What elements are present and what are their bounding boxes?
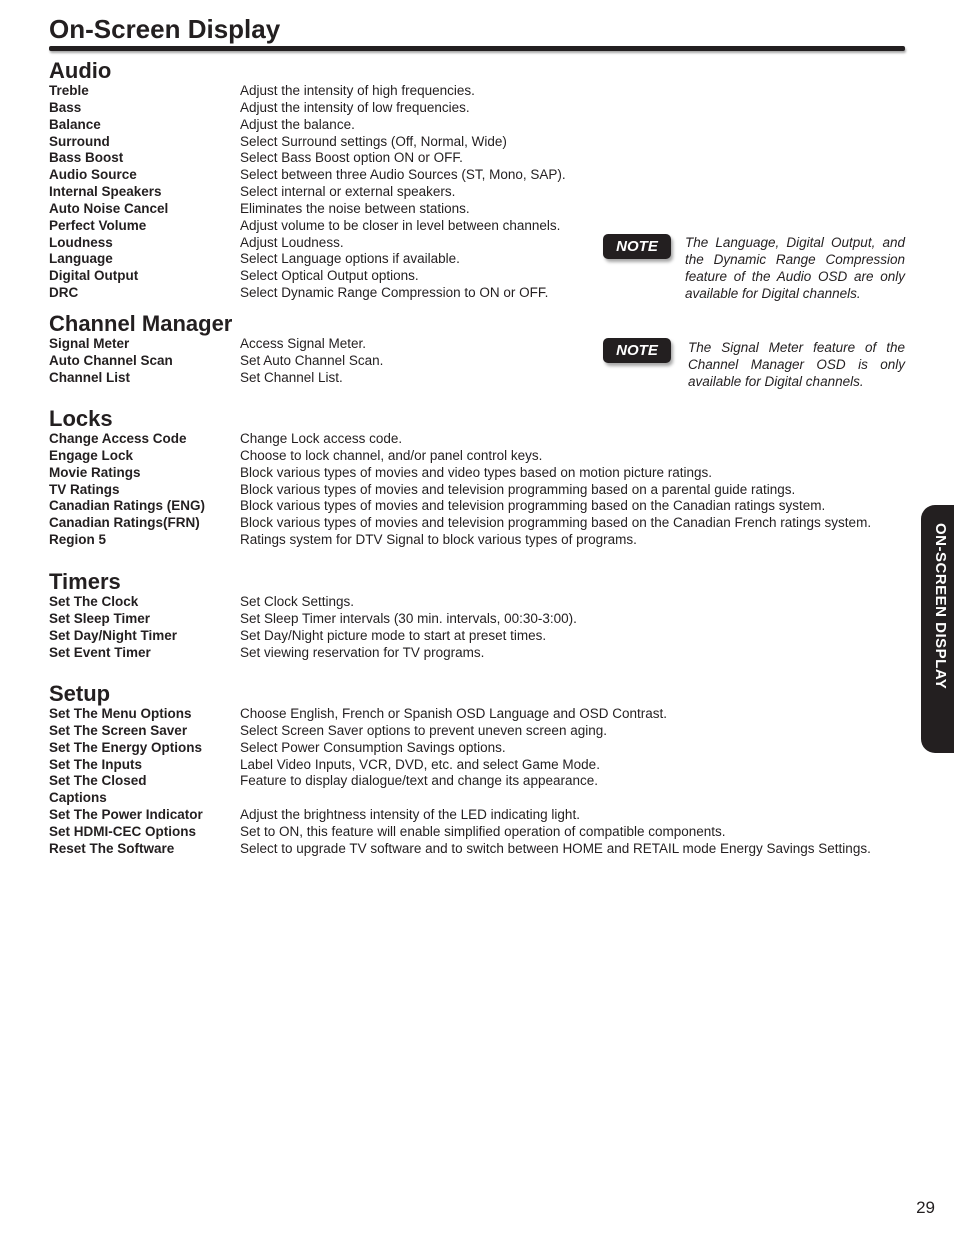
timers-list xyxy=(49,594,909,661)
list-item xyxy=(49,167,909,184)
item-term: Set The Inputs xyxy=(49,756,143,772)
note-text: The Language, Digital Output, and the Dynamic Range Compression feature of the Audio OSD are only available for Digital channels. xyxy=(685,235,905,301)
section-heading-locks: Locks xyxy=(49,406,113,431)
item-term: Balance xyxy=(49,116,101,132)
item-term: Set Event Timer xyxy=(49,644,151,660)
item-term: Canadian Ratings (ENG) xyxy=(49,498,206,514)
list-item xyxy=(49,117,909,134)
item-term: Change Access Code xyxy=(49,431,187,446)
item-term: Loudness xyxy=(49,234,113,250)
item-term: Channel List xyxy=(49,369,131,385)
item-term: TV Ratings xyxy=(49,481,120,497)
list-item xyxy=(49,184,909,201)
item-description: Adjust volume to be closer in level between channels. xyxy=(240,217,561,233)
item-description: Adjust the brightness intensity of the LED indicating light. xyxy=(240,807,580,823)
item-description: Block various types of movies and television programming based on a parental guide ratings. xyxy=(240,481,796,497)
list-item xyxy=(49,448,909,465)
item-term: Set The Energy Options xyxy=(49,739,203,755)
section-setup xyxy=(49,682,909,858)
item-description: Select Power Consumption Savings options. xyxy=(240,739,506,755)
item-description: Set viewing reservation for TV programs. xyxy=(240,644,485,660)
list-item xyxy=(49,706,909,723)
list-item xyxy=(49,740,909,757)
item-term: Set The Clock xyxy=(49,594,139,609)
item-description: Set Clock Settings. xyxy=(240,594,355,609)
item-term: Treble xyxy=(49,83,89,98)
item-term: Auto Channel Scan xyxy=(49,352,173,368)
list-item xyxy=(49,482,909,499)
item-description: Ratings system for DTV Signal to block various types of programs. xyxy=(240,532,637,548)
note-badge: NOTE xyxy=(603,338,671,363)
channel-manager-note xyxy=(603,338,905,390)
item-description: Select to upgrade TV software and to switch between HOME and RETAIL mode Energy Savings Settings. xyxy=(240,840,871,856)
item-description: Set Sleep Timer intervals (30 min. intervals, 00:30-3:00). xyxy=(240,610,577,626)
item-term: Signal Meter xyxy=(49,336,130,351)
item-term: Bass Boost xyxy=(49,150,124,166)
section-timers xyxy=(49,570,909,661)
list-item xyxy=(49,465,909,482)
list-item xyxy=(49,150,909,167)
list-item xyxy=(49,790,909,807)
item-description: Feature to display dialogue/text and change its appearance. xyxy=(240,773,598,789)
list-item xyxy=(49,611,909,628)
item-description: Select internal or external speakers. xyxy=(240,184,456,200)
list-item xyxy=(49,594,909,611)
item-term: Set The Closed xyxy=(49,773,147,789)
item-description: Choose to lock channel, and/or panel control keys. xyxy=(240,447,543,463)
section-heading-audio: Audio xyxy=(49,58,112,83)
list-item xyxy=(49,515,909,532)
item-term: Engage Lock xyxy=(49,447,134,463)
item-description: Change Lock access code. xyxy=(240,431,403,446)
item-term: Digital Output xyxy=(49,268,139,284)
item-description: Set Day/Night picture mode to start at preset times. xyxy=(240,627,547,643)
list-item xyxy=(49,807,909,824)
item-term: Set The Power Indicator xyxy=(49,807,203,823)
list-item xyxy=(49,100,909,117)
item-description: Select Dynamic Range Compression to ON or OFF. xyxy=(240,285,549,301)
item-term: Internal Speakers xyxy=(49,184,162,200)
item-description: Select between three Audio Sources (ST, Mono, SAP). xyxy=(240,167,566,183)
item-description: Access Signal Meter. xyxy=(240,336,367,351)
item-description: Adjust the intensity of low frequencies. xyxy=(240,99,470,115)
list-item xyxy=(49,645,909,662)
title-rule xyxy=(49,46,905,51)
item-description: Eliminates the noise between stations. xyxy=(240,200,470,216)
list-item xyxy=(49,498,909,515)
page-title: On-Screen Display xyxy=(49,14,281,44)
audio-note xyxy=(603,234,905,302)
item-description: Set Channel List. xyxy=(240,369,343,385)
item-description: Select Language options if available. xyxy=(240,251,460,267)
list-item xyxy=(49,773,909,790)
list-item xyxy=(49,723,909,740)
section-heading-channel-manager: Channel Manager xyxy=(49,311,233,336)
side-tab-label: ON-SCREEN DISPLAY xyxy=(932,523,949,690)
item-term: Auto Noise Cancel xyxy=(49,200,169,216)
item-term: Reset The Software xyxy=(49,840,175,856)
item-description: Select Optical Output options. xyxy=(240,268,419,284)
item-term: Set Day/Night Timer xyxy=(49,627,178,643)
item-description: Block various types of movies and video types based on motion picture ratings. xyxy=(240,464,712,480)
page-number: 29 xyxy=(916,1198,935,1217)
item-description: Label Video Inputs, VCR, DVD, etc. and select Game Mode. xyxy=(240,756,600,772)
section-heading-setup: Setup xyxy=(49,681,111,706)
list-item xyxy=(49,841,909,858)
item-description: Choose English, French or Spanish OSD Language and OSD Contrast. xyxy=(240,706,667,721)
note-badge: NOTE xyxy=(603,234,671,259)
section-locks xyxy=(49,407,909,549)
item-description: Adjust the intensity of high frequencies. xyxy=(240,83,475,98)
list-item xyxy=(49,83,909,100)
list-item xyxy=(49,201,909,218)
item-description: Set Auto Channel Scan. xyxy=(240,352,384,368)
item-term: Perfect Volume xyxy=(49,217,147,233)
item-term: Set The Screen Saver xyxy=(49,722,188,738)
item-term: Captions xyxy=(49,790,107,806)
item-description: Select Surround settings (Off, Normal, Wide) xyxy=(240,133,507,149)
item-term: DRC xyxy=(49,285,79,301)
item-description: Set to ON, this feature will enable simplified operation of compatible components. xyxy=(240,823,726,839)
list-item xyxy=(49,218,909,235)
item-description xyxy=(240,790,909,807)
item-term: Set Sleep Timer xyxy=(49,610,151,626)
list-item xyxy=(49,134,909,151)
item-term: Canadian Ratings(FRN) xyxy=(49,515,200,531)
item-description: Adjust Loudness. xyxy=(240,234,344,250)
item-term: Language xyxy=(49,251,113,267)
setup-list xyxy=(49,706,909,858)
locks-list xyxy=(49,431,909,549)
item-term: Surround xyxy=(49,133,110,149)
list-item xyxy=(49,431,909,448)
list-item xyxy=(49,532,909,549)
item-description: Adjust the balance. xyxy=(240,116,355,132)
item-description: Select Bass Boost option ON or OFF. xyxy=(240,150,463,166)
list-item xyxy=(49,824,909,841)
item-term: Set The Menu Options xyxy=(49,706,192,721)
list-item xyxy=(49,628,909,645)
item-term: Region 5 xyxy=(49,532,107,548)
item-term: Set HDMI-CEC Options xyxy=(49,823,196,839)
item-term: Movie Ratings xyxy=(49,464,141,480)
note-text: The Signal Meter feature of the Channel Manager OSD is only available for Digital channels. xyxy=(688,340,905,389)
side-tab xyxy=(921,505,954,753)
item-term: Audio Source xyxy=(49,167,137,183)
list-item xyxy=(49,757,909,774)
item-description: Block various types of movies and television programming based on the Canadian French ratings system. xyxy=(240,515,872,531)
item-term: Bass xyxy=(49,99,82,115)
item-description: Select Screen Saver options to prevent uneven screen aging. xyxy=(240,722,607,738)
item-description: Block various types of movies and television programming based on the Canadian ratings system. xyxy=(240,498,826,514)
section-heading-timers: Timers xyxy=(49,569,121,594)
